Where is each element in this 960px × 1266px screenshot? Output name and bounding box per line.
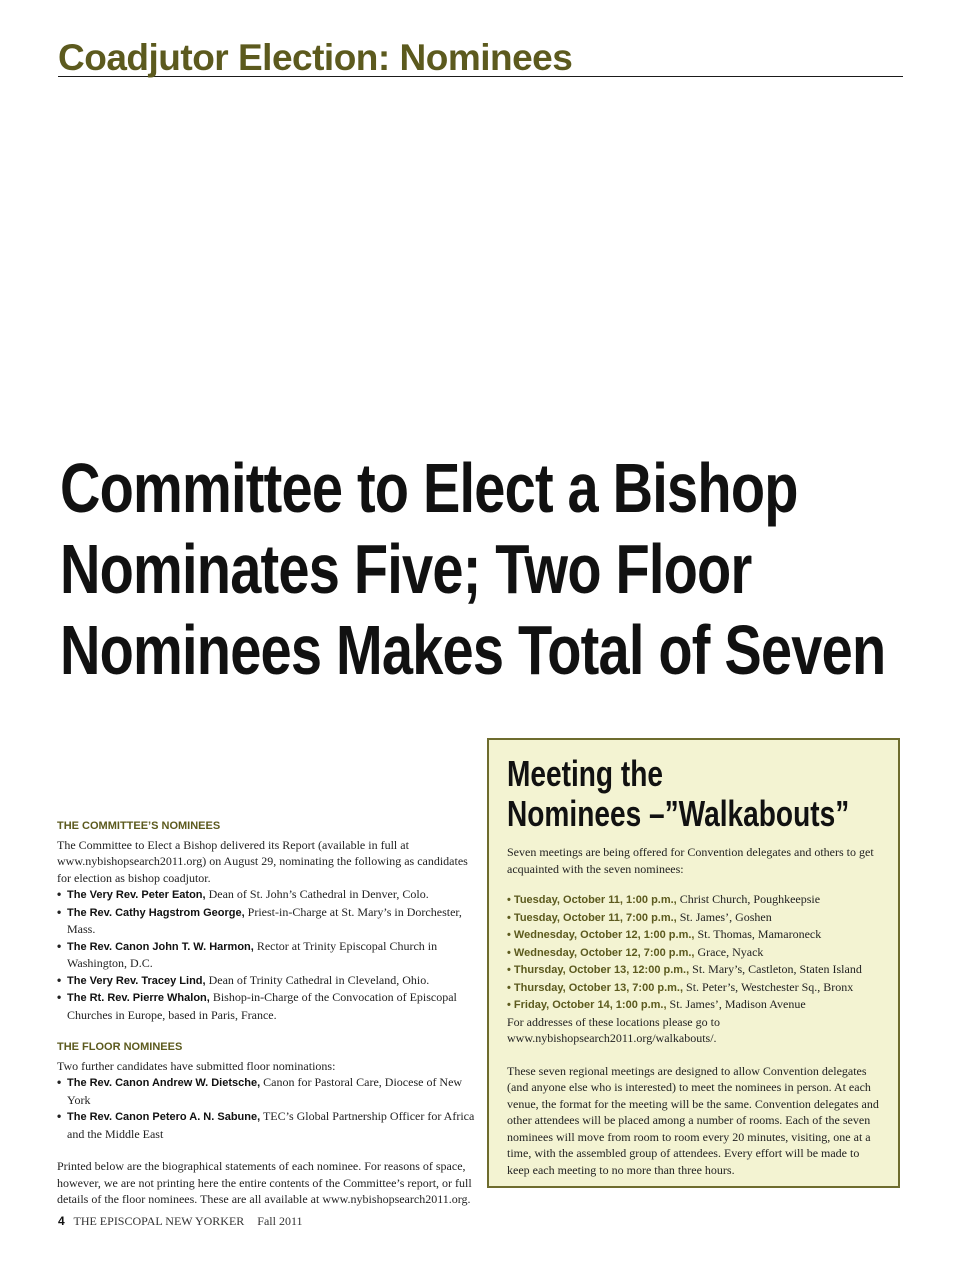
sidebar-title-line: Nominees –”Walkabouts”: [507, 793, 850, 834]
nominee-name: The Rev. Cathy Hagstrom George,: [67, 906, 245, 919]
meeting-time: Thursday, October 13, 7:00 p.m.,: [513, 981, 684, 994]
headline-line: Nominates Five; Two Floor: [60, 530, 752, 608]
sidebar-title-line: Meeting the: [507, 753, 664, 794]
nominee-desc: Dean of St. John’s Cathedral in Denver, Colo.: [205, 887, 429, 901]
nominee-name: The Rev. Canon John T. W. Harmon,: [67, 940, 254, 953]
nominee-desc: Bishop-in-Charge of the Convocation of Episcopal Churches in Europe, based in Paris, France.: [67, 990, 457, 1022]
section-title: Coadjutor Election: Nominees: [58, 37, 573, 78]
floor-heading: THE FLOOR NOMINEES: [57, 1041, 183, 1053]
list-item: • The Very Rev. Peter Eaton, Dean of St. John’s Cathedral in Denver, Colo.: [57, 887, 429, 901]
addresses-note: For addresses of these locations please go to www.nybishopsearch2011.org/walkabouts/.: [507, 1014, 720, 1045]
issue-label: Fall 2011: [257, 1214, 303, 1228]
committee-nominee-list: [57, 886, 477, 1023]
committee-heading: THE COMMITTEE’S NOMINEES: [57, 820, 221, 832]
floor-intro: Two further candidates have submitted floor nominations:: [57, 1058, 336, 1073]
meeting-list: [507, 891, 880, 1014]
nominee-name: The Very Rev. Peter Eaton,: [67, 889, 206, 901]
nominee-desc: Rector at Trinity Episcopal Church in Washington, D.C.: [67, 938, 438, 970]
page-footer: [58, 1214, 303, 1229]
meeting-time: Tuesday, October 11, 7:00 p.m.,: [513, 911, 677, 924]
list-item: • Tuesday, October 11, 1:00 p.m., Christ Church, Poughkeepsie: [507, 892, 821, 906]
list-item: • Thursday, October 13, 7:00 p.m., St. Peter’s, Westchester Sq., Bronx: [507, 979, 854, 994]
nominee-desc: Canon for Pastoral Care, Diocese of New York: [67, 1075, 463, 1107]
nominee-name: The Very Rev. Tracey Lind,: [67, 974, 206, 987]
list-item: • The Rev. Canon John T. W. Harmon, Rector at Trinity Episcopal Church in Washington, D.C.: [57, 938, 438, 970]
meeting-place: St. Mary’s, Castleton, Staten Island: [689, 962, 862, 976]
headline-line: Nominees Makes Total of Seven: [60, 611, 886, 689]
nominee-desc: TEC’s Global Partnership Officer for Africa and the Middle East: [67, 1109, 475, 1141]
meeting-time: Wednesday, October 12, 1:00 p.m.,: [513, 929, 695, 941]
nominee-name: The Rev. Canon Andrew W. Dietsche,: [67, 1077, 261, 1089]
meeting-place: St. James’, Madison Avenue: [666, 997, 806, 1011]
committee-intro: The Committee to Elect a Bishop delivered its Report (available in full at www.nybishopsearch2011.org) on August 29, nominating the following as candidates for election as bishop coadjutor.: [57, 837, 468, 885]
nominee-name: The Rt. Rev. Pierre Whalon,: [67, 992, 210, 1004]
meeting-time: Friday, October 14, 1:00 p.m.,: [513, 999, 667, 1011]
list-item: • The Rev. Canon Andrew W. Dietsche, Canon for Pastoral Care, Diocese of New York: [57, 1075, 463, 1107]
list-item: • The Rev. Canon Petero A. N. Sabune, TEC’s Global Partnership Officer for Africa and the Middle East: [57, 1109, 475, 1141]
nominee-desc: Priest-in-Charge at St. Mary’s in Dorchester, Mass.: [67, 904, 462, 936]
article-body: [57, 818, 477, 1208]
section-header: [58, 38, 903, 77]
meeting-place: St. James’, Goshen: [676, 909, 772, 924]
nominee-name: The Rev. Canon Petero A. N. Sabune,: [67, 1111, 261, 1123]
meeting-place: St. Thomas, Mamaroneck: [694, 927, 822, 941]
meeting-place: St. Peter’s, Westchester Sq., Bronx: [683, 979, 854, 994]
list-item: • The Rev. Cathy Hagstrom George, Priest-in-Charge at St. Mary’s in Dorchester, Mass.: [57, 904, 462, 936]
headline-line: Committee to Elect a Bishop: [60, 449, 798, 527]
closing-paragraph: Printed below are the biographical statements of each nominee. For reasons of space, however, we are not printing here the entire contents of the Committee’s report, or full details of the floor nominees. These are all available at www.nybishopsearch2011.org.: [57, 1159, 472, 1206]
meeting-time: Thursday, October 13, 12:00 p.m.,: [513, 964, 690, 976]
walkabouts-sidebar: [487, 738, 900, 1188]
list-item: • Thursday, October 13, 12:00 p.m., St. Mary’s, Castleton, Staten Island: [507, 962, 862, 976]
list-item: • The Rt. Rev. Pierre Whalon, Bishop-in-Charge of the Convocation of Episcopal Churches in Europe, based in Paris, France.: [57, 990, 457, 1022]
sidebar-body: These seven regional meetings are designed to allow Convention delegates (and anyone else who is interested) to meet the nominees in person. At each venue, the format for the meeting will be the same. Convention delegates and other attendees will be placed among a number of rooms. Each of the seven nominees will move from room to room every 20 minutes, visiting, one at a time, with the assembled group of attendees. Every effort will be made to keep each meeting to no more than three hours.: [507, 1063, 879, 1177]
publication-name: THE EPISCOPAL NEW YORKER: [73, 1214, 245, 1228]
meeting-place: Grace, Nyack: [694, 944, 764, 959]
floor-nominee-list: [57, 1074, 477, 1142]
list-item: • Wednesday, October 12, 7:00 p.m., Grace, Nyack: [507, 944, 764, 959]
meeting-place: Christ Church, Poughkeepsie: [676, 892, 821, 906]
meeting-time: Wednesday, October 12, 7:00 p.m.,: [513, 946, 695, 959]
page-number: 4: [58, 1214, 65, 1228]
sidebar-title: [507, 754, 881, 834]
list-item: • The Very Rev. Tracey Lind, Dean of Trinity Cathedral in Cleveland, Ohio.: [57, 972, 430, 987]
headline: [60, 448, 908, 691]
sidebar-intro: Seven meetings are being offered for Convention delegates and others to get acquainted with the seven nominees:: [507, 845, 874, 876]
meeting-time: Tuesday, October 11, 1:00 p.m.,: [513, 894, 677, 906]
list-item: • Friday, October 14, 1:00 p.m., St. James’, Madison Avenue: [507, 997, 806, 1011]
list-item: • Tuesday, October 11, 7:00 p.m., St. James’, Goshen: [507, 909, 772, 924]
nominee-desc: Dean of Trinity Cathedral in Cleveland, Ohio.: [205, 972, 430, 987]
list-item: • Wednesday, October 12, 1:00 p.m., St. Thomas, Mamaroneck: [507, 927, 822, 941]
